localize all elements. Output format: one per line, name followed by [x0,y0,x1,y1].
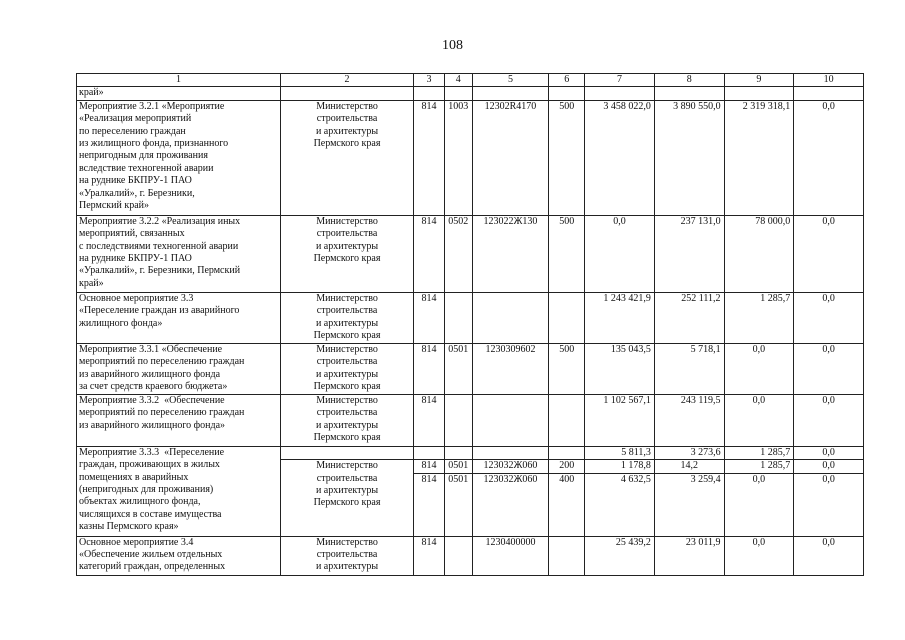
cell-code [472,87,549,100]
cell-amount: 25 439,2 [585,536,655,575]
cell-name: Мероприятие 3.2.2 «Реализация иных мероприятий, связанных с последствиями техногенной аварии на руднике БКПРУ-1 ПАО «Уралкалий», г. Березники, Пермский край» [77,215,281,292]
table-row [77,536,864,575]
col-header: 6 [549,74,585,87]
cell-amount: 1 285,7 [724,460,794,473]
cell-amount: 0,0 [794,292,864,343]
cell-code: 0501 [444,473,472,536]
cell-code: 123022Ж130 [472,215,549,292]
cell-amount: 1 178,8 [585,460,655,473]
cell-name: край» [77,87,281,100]
cell-amount [654,87,724,100]
cell-amount: 1 285,7 [724,446,794,459]
cell-code [414,87,445,100]
cell-agency-empty [280,446,413,459]
cell-name: Основное мероприятие 3.3 «Переселение граждан из аварийного жилищного фонда» [77,292,281,343]
cell-amount: 0,0 [794,343,864,394]
table-row [77,100,864,215]
table-row [77,215,864,292]
cell-amount [724,87,794,100]
cell-code: 1003 [444,100,472,215]
cell-agency: Министерство строительства и архитектуры Пермского края [280,460,413,536]
cell-amount: 5 718,1 [654,343,724,394]
cell-amount: 135 043,5 [585,343,655,394]
col-header: 1 [77,74,281,87]
cell-amount: 0,0 [794,473,864,536]
cell-amount: 3 890 550,0 [654,100,724,215]
table-row [77,343,864,394]
column-numbers-row [77,74,864,87]
cell-amount: 0,0 [794,446,864,459]
cell-amount: 23 011,9 [654,536,724,575]
cell-amount: 3 458 022,0 [585,100,655,215]
cell-amount: 0,0 [585,215,655,292]
cell-amount: 0,0 [794,215,864,292]
cell-agency [280,87,413,100]
cell-code [444,394,472,446]
cell-amount: 0,0 [794,460,864,473]
col-header: 7 [585,74,655,87]
cell-amount: 0,0 [724,536,794,575]
cell-code: 123032Ж060 [472,473,549,536]
page-number: 108 [442,38,463,53]
cell-name: Мероприятие 3.2.1 «Мероприятие «Реализация мероприятий по переселению граждан из жилищного фонда, признанного непригодным для проживания вследствие техногенной аварии на руднике БКПРУ-1 ПАО «Уралкалий», г. Березники, Пермский край» [77,100,281,215]
cell-amount: 1 102 567,1 [585,394,655,446]
cell-code [444,536,472,575]
col-header: 4 [444,74,472,87]
cell-code: 1230400000 [472,536,549,575]
cell-code [444,87,472,100]
cell-code: 0502 [444,215,472,292]
cell-amount: 3 273,6 [654,446,724,459]
cell-code [472,394,549,446]
cell-amount: 0,0 [724,343,794,394]
cell-code: 814 [414,473,445,536]
cell-code [472,446,549,459]
cell-amount: 5 811,3 [585,446,655,459]
cell-amount: 78 000,0 [724,215,794,292]
cell-amount: 0,0 [794,100,864,215]
cell-code [549,536,585,575]
cell-agency: Министерство строительства и архитектуры Пермского края [280,343,413,394]
cell-agency: Министерство строительства и архитектуры Пермского края [280,292,413,343]
cell-name: Мероприятие 3.3.3 «Переселение граждан, проживающих в жилых помещениях в аварийных (непригодных для проживания) объектах жилищного фонда, числящихся в составе имущества казны Пермского края» [77,446,281,536]
cell-code [444,446,472,459]
cell-code: 814 [414,215,445,292]
cell-amount: 4 632,5 [585,473,655,536]
cell-name: Основное мероприятие 3.4 «Обеспечение жильем отдельных категорий граждан, определенных [77,536,281,575]
col-header: 9 [724,74,794,87]
col-header: 2 [280,74,413,87]
cell-amount: 14,2 [654,460,724,473]
cell-code: 814 [414,343,445,394]
table-row [77,292,864,343]
cell-amount: 1 243 421,9 [585,292,655,343]
table-row [77,446,864,459]
cell-code: 814 [414,394,445,446]
cell-amount: 2 319 318,1 [724,100,794,215]
cell-code: 0501 [444,343,472,394]
cell-code [472,292,549,343]
cell-code [549,394,585,446]
cell-amount: 0,0 [794,394,864,446]
col-header: 10 [794,74,864,87]
cell-agency: Министерство строительства и архитектуры Пермского края [280,100,413,215]
cell-agency: Министерство строительства и архитектуры [280,536,413,575]
cell-code: 12302R4170 [472,100,549,215]
cell-code [414,446,445,459]
cell-amount: 0,0 [724,473,794,536]
cell-name: Мероприятие 3.3.1 «Обеспечение мероприятий по переселению граждан из аварийного жилищного фонда за счет средств краевого бюджета» [77,343,281,394]
table-row [77,394,864,446]
cell-amount [794,87,864,100]
cell-amount: 237 131,0 [654,215,724,292]
cell-code: 814 [414,292,445,343]
cell-code [549,87,585,100]
cell-amount: 243 119,5 [654,394,724,446]
cell-code: 500 [549,343,585,394]
cell-amount: 3 259,4 [654,473,724,536]
col-header: 5 [472,74,549,87]
col-header: 8 [654,74,724,87]
cell-code: 200 [549,460,585,473]
cell-code: 0501 [444,460,472,473]
cell-amount: 0,0 [794,536,864,575]
cell-agency: Министерство строительства и архитектуры Пермского края [280,215,413,292]
cell-name: Мероприятие 3.3.2 «Обеспечение мероприятий по переселению граждан из аварийного жилищного фонда» [77,394,281,446]
cell-code: 814 [414,100,445,215]
col-header: 3 [414,74,445,87]
cell-code: 123032Ж060 [472,460,549,473]
cell-code: 814 [414,536,445,575]
cell-code [549,446,585,459]
cell-code [444,292,472,343]
cell-code: 500 [549,100,585,215]
cell-agency: Министерство строительства и архитектуры Пермского края [280,394,413,446]
table-row [77,87,864,100]
cell-amount: 0,0 [724,394,794,446]
budget-table [76,73,864,576]
cell-amount: 1 285,7 [724,292,794,343]
cell-code: 1230309602 [472,343,549,394]
cell-amount: 252 111,2 [654,292,724,343]
cell-code [549,292,585,343]
cell-amount [585,87,655,100]
cell-code: 400 [549,473,585,536]
cell-code: 814 [414,460,445,473]
cell-code: 500 [549,215,585,292]
